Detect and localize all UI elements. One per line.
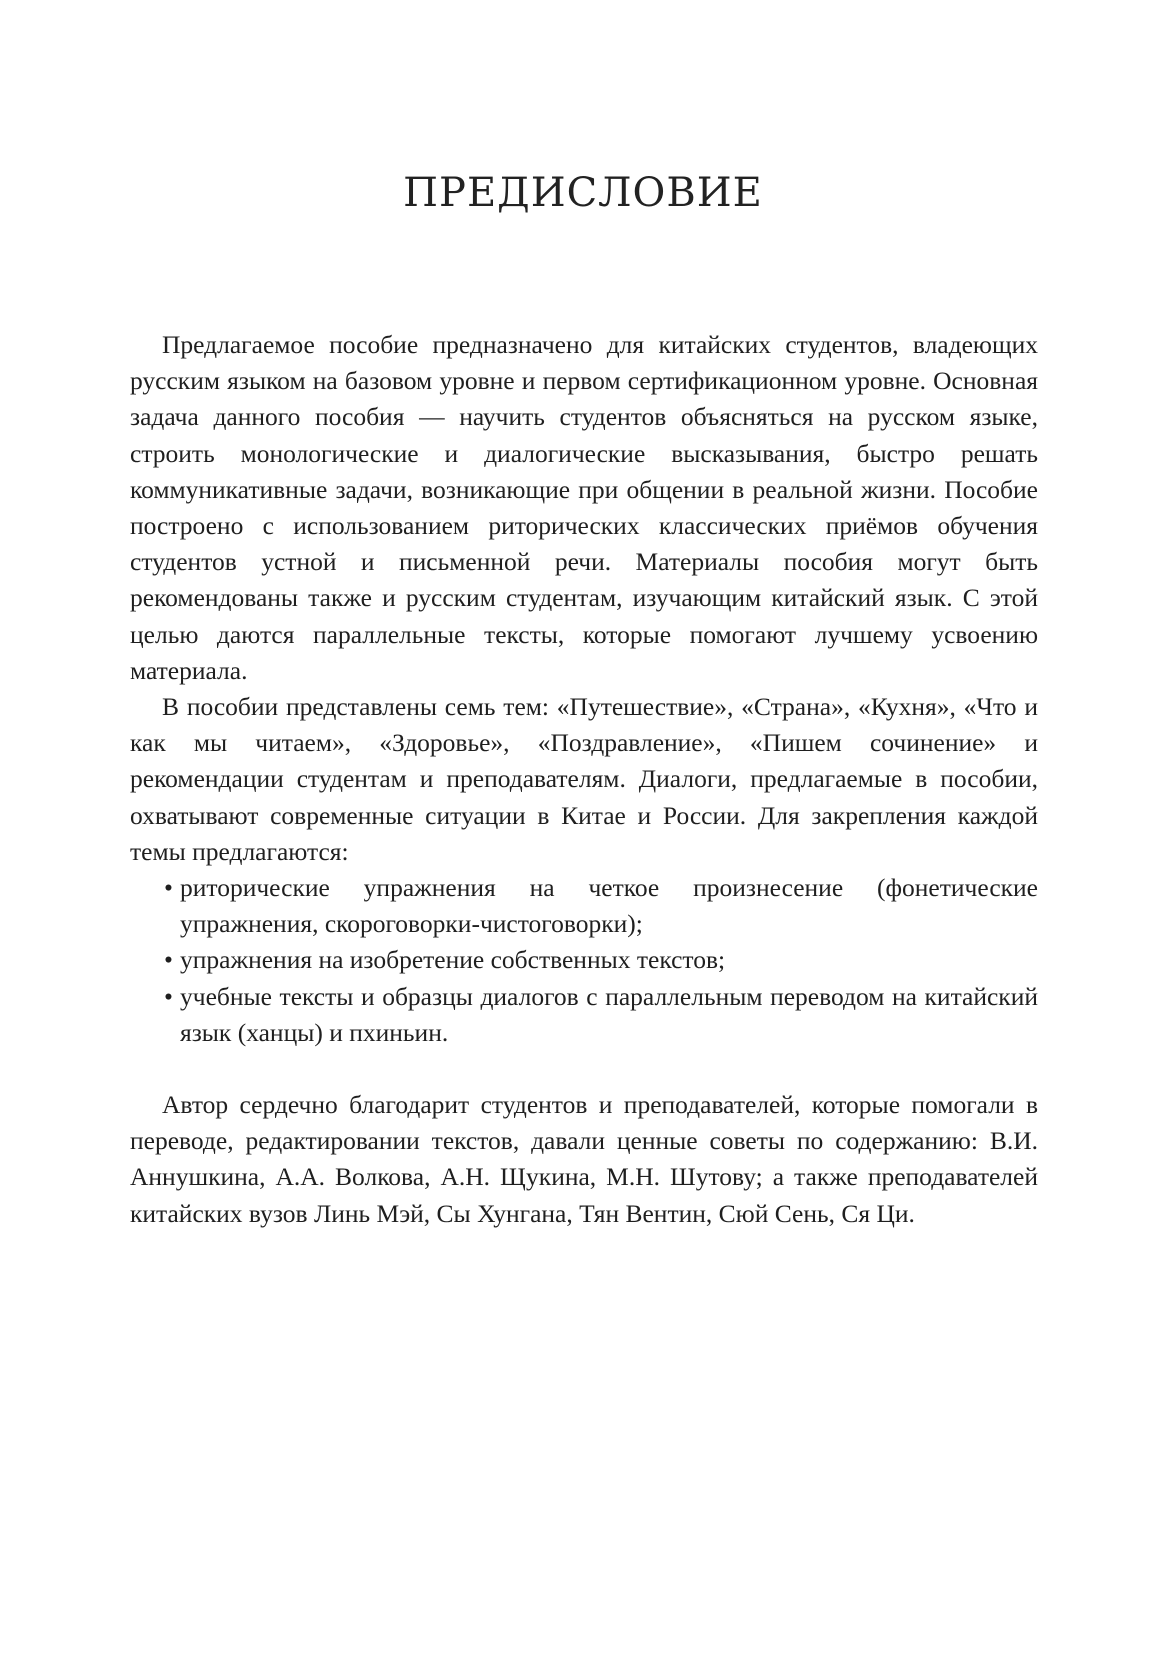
list-item — [130, 942, 1038, 978]
page-title: ПРЕДИСЛОВИЕ — [403, 169, 763, 216]
list-item-text: упражнения на изобретение собственных текстов; — [180, 945, 726, 975]
bullet-icon: • — [164, 873, 173, 903]
intro-paragraph: Предлагаемое пособие предназначено для китайских студентов, владеющих русским языком на базовом уровне и первом сертификационном уровне. Основная задача данного пособия — научить студентов объясняться на русском языке, строить монологические и диалогические высказывания, быстро решать коммуникативные задачи, возникающие при общении в реальной жизни. Пособие построено с использованием риторических классических приёмов обучения студентов устной и письменной речи. Материалы пособия могут быть рекомендованы также и русским студентам, изучающим китайский язык. С этой целью даются параллельные тексты, которые помогают лучшему усвоению материала. — [130, 330, 1038, 685]
topics-paragraph: В пособии представлены семь тем: «Путешествие», «Страна», «Кухня», «Что и как мы читаем», «Здоровье», «Поздравление», «Пишем сочинение» и рекомендации студентам и преподавателям. Диалоги, предлагаемые в пособии, охватывают современные ситуации в Китае и России. Для закрепления каждой темы предлагаются: — [130, 692, 1038, 866]
bullet-icon: • — [164, 945, 173, 975]
list-item-text: риторические упражнения на четкое произнесение (фонетические упражнения, скороговорки-чистоговорки); — [180, 873, 1038, 939]
list-item — [130, 979, 1038, 1051]
page-body — [130, 327, 1038, 1232]
exercise-list — [130, 870, 1038, 1051]
acknowledgement-paragraph: Автор сердечно благодарит студентов и преподавателей, которые помогали в переводе, редактировании текстов, давали ценные советы по содержанию: В.И. Аннушкина, А.А. Волкова, А.Н. Щукина, М.Н. Шутову; а также преподавателей китайских вузов Линь Мэй, Сы Хунгана, Тян Вентин, Сюй Сень, Ся Ци. — [130, 1090, 1038, 1228]
section-divider — [130, 1051, 1038, 1087]
list-item-text: учебные тексты и образцы диалогов с параллельным переводом на китайский язык (ханцы) и пхиньин. — [180, 981, 1038, 1047]
bullet-icon: • — [164, 981, 173, 1011]
list-item — [130, 870, 1038, 942]
